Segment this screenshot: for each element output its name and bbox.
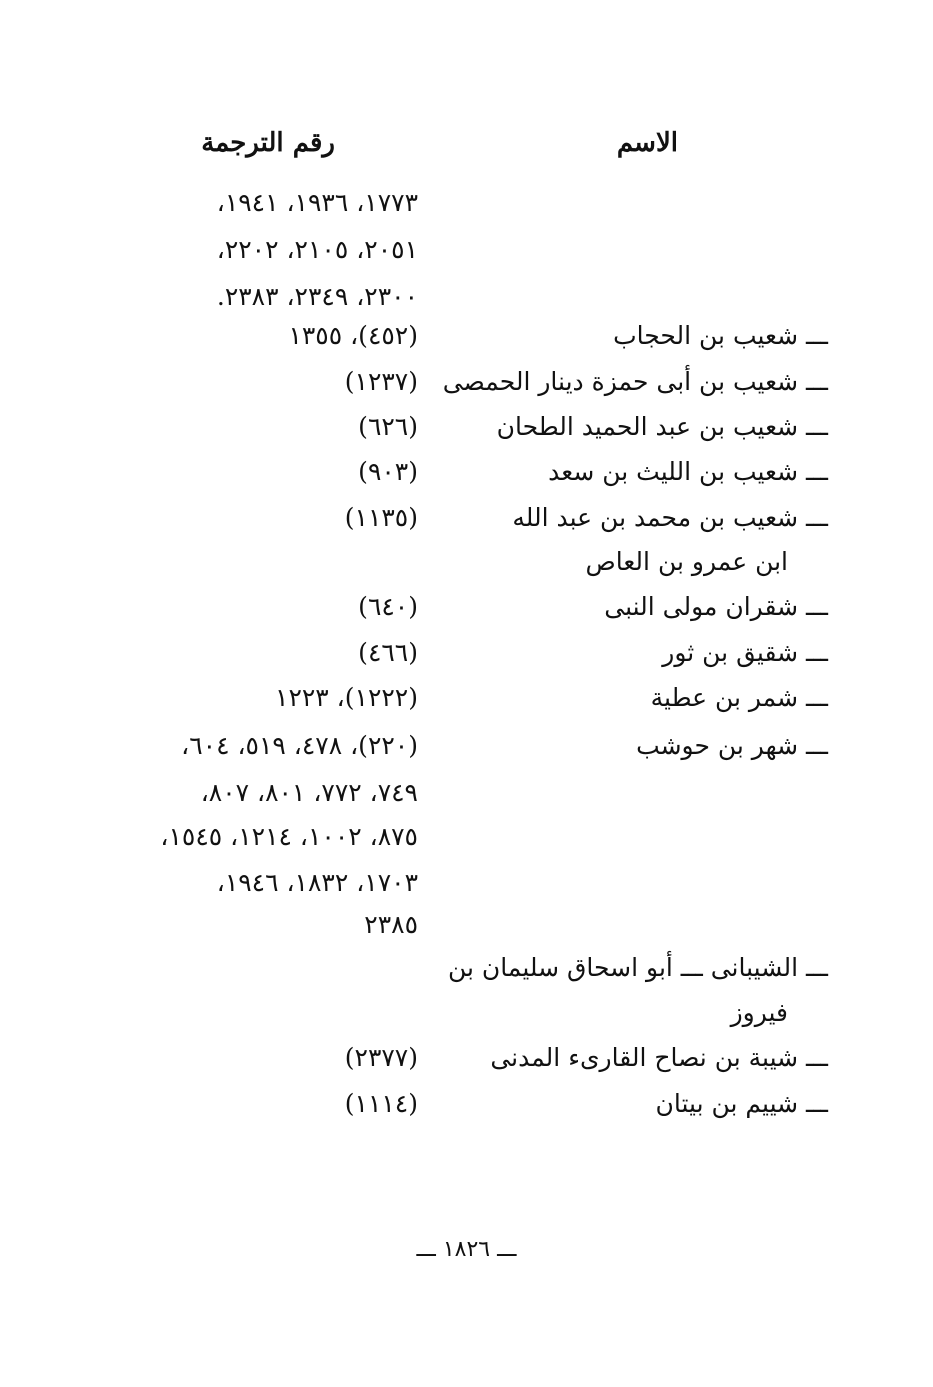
entry-number: (١١١٤) bbox=[344, 1089, 418, 1118]
entry-name: ـــ شعيب بن أبى حمزة دينار الحمصى bbox=[442, 367, 828, 396]
entry-name: ـــ شعيب بن الحجاب bbox=[613, 321, 828, 350]
entry-name: ـــ شقيق بن ثور bbox=[662, 638, 828, 667]
entry-number: (١٢٣٧) bbox=[344, 367, 418, 396]
entry-number: (٢٣٧٧) bbox=[344, 1043, 418, 1072]
number-column-header: رقم الترجمة bbox=[201, 128, 335, 158]
page-number: ـــ ١٨٢٦ ـــ bbox=[416, 1237, 517, 1262]
entry-number: (٤٥٢)، ١٣٥٥ bbox=[288, 321, 418, 350]
number-line: ٧٤٩، ٧٧٢، ٨٠١، ٨٠٧، bbox=[200, 778, 418, 807]
entry-number: (٤٦٦) bbox=[358, 638, 418, 667]
entry-name: ـــ شقران مولى النبى bbox=[604, 592, 828, 621]
entry-number: (٢٢٠)، ٤٧٨، ٥١٩، ٦٠٤، bbox=[181, 731, 418, 760]
number-line: ٢٣٠٠، ٢٣٤٩، ٢٣٨٣. bbox=[216, 282, 418, 311]
entry-name: ـــ شهر بن حوشب bbox=[636, 731, 828, 760]
entry-number: (٩٠٣) bbox=[358, 457, 418, 486]
entry-name: ـــ شيبة بن نصاح القارىء المدنى bbox=[490, 1043, 828, 1072]
number-line: ١٧٧٣، ١٩٣٦، ١٩٤١، bbox=[216, 188, 418, 217]
entry-name: ـــ شعيب بن عبد الحميد الطحان bbox=[496, 412, 828, 441]
number-line: ١٧٠٣، ١٨٣٢، ١٩٤٦، bbox=[216, 868, 418, 897]
number-line: ٨٧٥، ١٠٠٢، ١٢١٤، ١٥٤٥، bbox=[160, 822, 418, 851]
entry-name-continuation: ابن عمرو بن العاص bbox=[585, 547, 788, 576]
entry-name: ـــ الشيبانى ـــ أبو اسحاق سليمان بن bbox=[447, 953, 828, 982]
name-column-header: الاسم bbox=[616, 128, 678, 158]
entry-name: ـــ شييم بن بيتان bbox=[655, 1089, 828, 1118]
number-line: ٢٣٨٥ bbox=[364, 910, 418, 939]
entry-name-continuation: فيروز bbox=[730, 998, 788, 1027]
entry-number: (٦٢٦) bbox=[358, 412, 418, 441]
entry-number: (٦٤٠) bbox=[358, 592, 418, 621]
entry-number: (١١٣٥) bbox=[344, 503, 418, 532]
entry-name: ـــ شعيب بن محمد بن عبد الله bbox=[512, 503, 828, 532]
entry-number: (١٢٢٢)، ١٢٢٣ bbox=[275, 683, 418, 712]
number-line: ٢٠٥١، ٢١٠٥، ٢٢٠٢، bbox=[216, 235, 418, 264]
entry-name: ـــ شمر بن عطية bbox=[650, 683, 828, 712]
entry-name: ـــ شعيب بن الليث بن سعد bbox=[548, 457, 828, 486]
